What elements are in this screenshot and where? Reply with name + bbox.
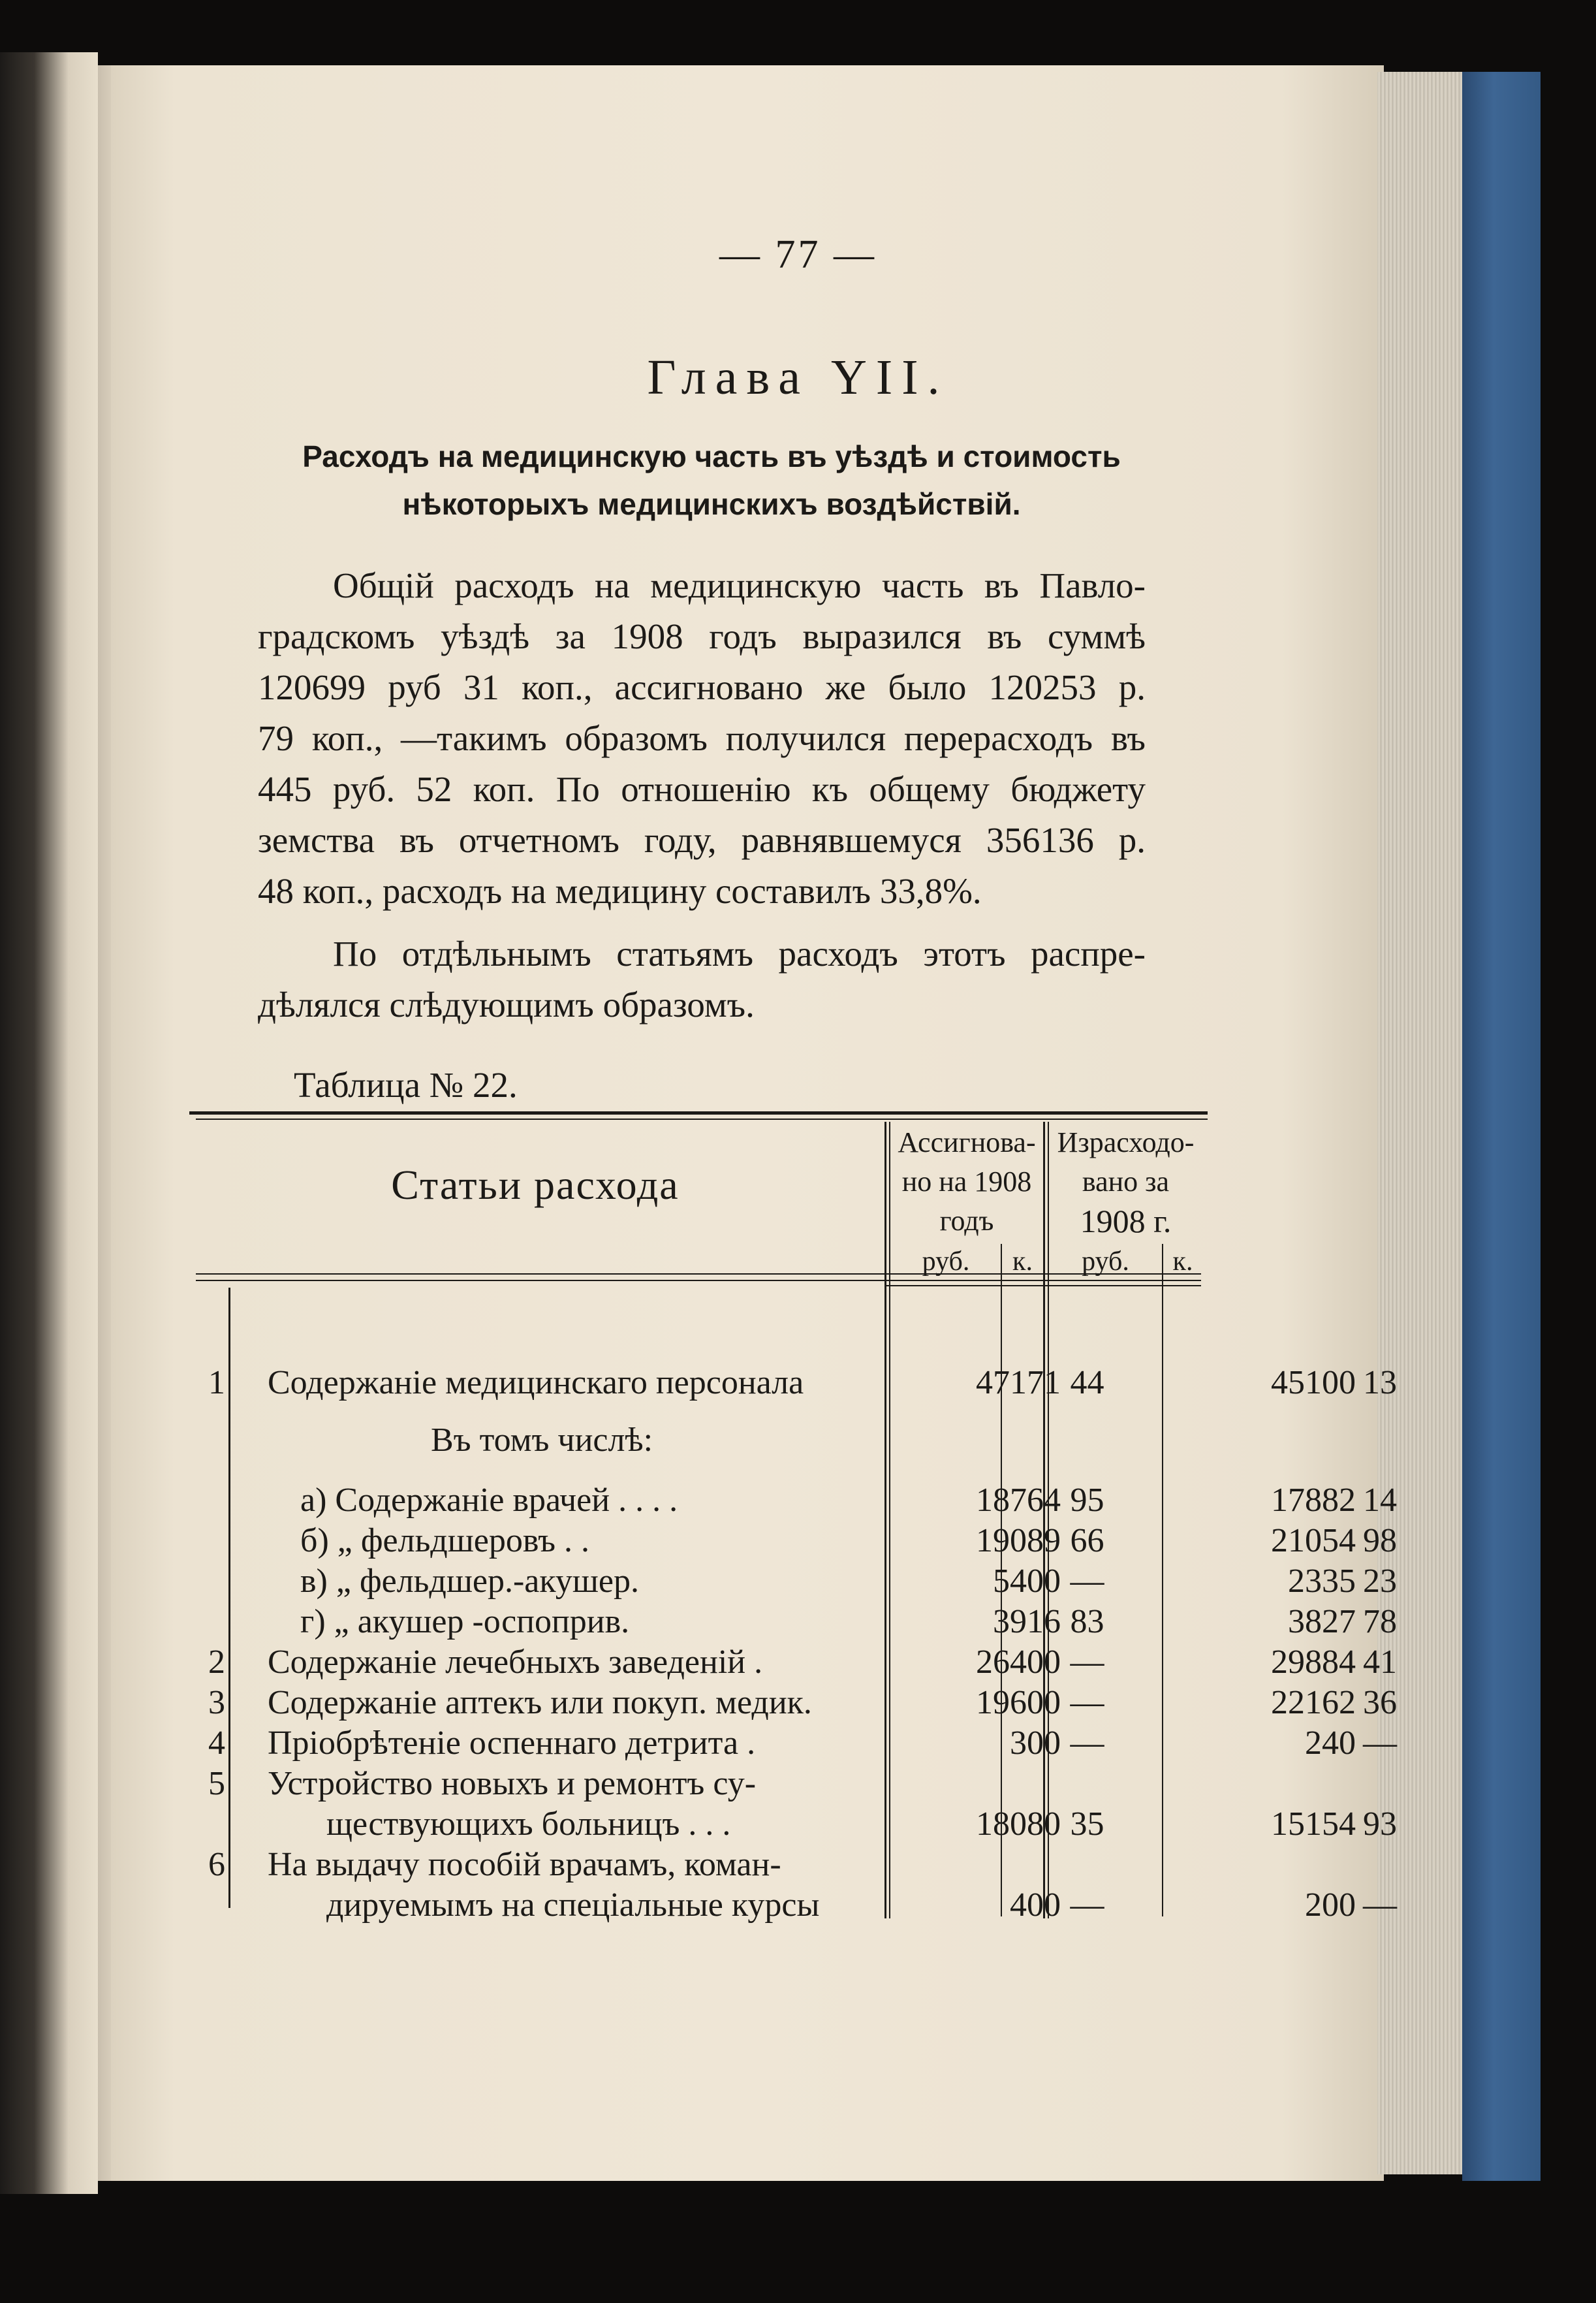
row-spent-kop: 93 <box>1363 1805 1397 1843</box>
paragraph-2-line: По отдѣльнымъ статьямъ расходъ этотъ распре- <box>333 934 1146 974</box>
header-kop-1: к. <box>1012 1247 1033 1277</box>
row-assigned-rub: 5400 <box>993 1563 1061 1600</box>
row-spent-rub: 45100 <box>1271 1364 1356 1401</box>
paragraph-1-line: земства въ отчетномъ году, равнявшемуся 356136 р. <box>258 820 1146 860</box>
row-assigned-kop: 35 <box>1070 1805 1104 1843</box>
table-top-rule <box>189 1111 1208 1115</box>
row-number: 6 <box>208 1846 225 1883</box>
paragraph-2-line: дѣлялся слѣдующимъ образомъ. <box>258 985 755 1024</box>
row-assigned-kop: 66 <box>1070 1522 1104 1559</box>
row-assigned-kop: — <box>1070 1644 1104 1681</box>
row-number: 2 <box>208 1644 225 1681</box>
row-spent-rub: 2335 <box>1288 1563 1356 1600</box>
row-assigned-kop: — <box>1070 1724 1104 1762</box>
row-assigned-rub: 19089 <box>976 1522 1061 1559</box>
row-assigned-rub: 47171 <box>976 1364 1061 1401</box>
header-spent-line: Израсходо- <box>1057 1126 1195 1158</box>
row-assigned-rub: 19600 <box>976 1684 1061 1721</box>
chapter-title: Глава YII. <box>647 350 949 405</box>
row-item: б) „ фельдшеровъ . . <box>300 1522 590 1559</box>
row-item: Пріобрѣтеніе оспеннаго детрита . <box>268 1724 756 1762</box>
row-number: 1 <box>208 1364 225 1401</box>
row-spent-kop: — <box>1363 1724 1397 1762</box>
paragraph-1-line: 79 коп., —такимъ образомъ получился перерасходъ въ <box>258 718 1146 758</box>
row-spent-rub: 200 <box>1305 1886 1356 1924</box>
row-item: дируемымъ на спеціальные курсы <box>326 1886 820 1924</box>
page-number: — 77 — <box>719 232 877 277</box>
row-item: г) „ акушер -оспоприв. <box>300 1603 630 1640</box>
header-assigned-line: Ассигнова- <box>898 1126 1036 1158</box>
row-spent-rub: 29884 <box>1271 1644 1356 1681</box>
row-item: Устройство новыхъ и ремонтъ су- <box>268 1765 757 1802</box>
paragraph-1-line: градскомъ уѣздѣ за 1908 годъ выразился въ суммѣ <box>258 616 1146 656</box>
row-assigned-kop: — <box>1070 1563 1104 1600</box>
row-number: 5 <box>208 1765 225 1802</box>
row-spent-kop: 14 <box>1363 1482 1397 1519</box>
row-spent-rub: 21054 <box>1271 1522 1356 1559</box>
row-assigned-kop: 83 <box>1070 1603 1104 1640</box>
row-item: в) „ фельдшер.-акушер. <box>300 1563 640 1600</box>
table-row <box>196 1886 1397 1926</box>
row-assigned-rub: 18080 <box>976 1805 1061 1843</box>
row-item: Въ томъ числѣ: <box>431 1422 653 1459</box>
paragraph-1-line: 120699 руб 31 коп., ассигновано же было 120253 р. <box>258 667 1146 707</box>
row-item: Содержаніе лечебныхъ заведеній . <box>268 1644 763 1681</box>
table-row <box>196 1421 1201 1461</box>
row-assigned-kop: 95 <box>1070 1482 1104 1519</box>
row-item: На выдачу пособій врачамъ, коман- <box>268 1846 781 1883</box>
row-spent-kop: 23 <box>1363 1563 1397 1600</box>
row-spent-rub: 3827 <box>1288 1603 1356 1640</box>
row-spent-kop: 98 <box>1363 1522 1397 1559</box>
row-assigned-rub: 300 <box>1010 1724 1061 1762</box>
row-assigned-rub: 3916 <box>993 1603 1061 1640</box>
header-spent <box>1049 1123 1202 1241</box>
row-item: а) Содержаніе врачей . . . . <box>300 1482 678 1519</box>
chapter-subtitle-line-1: Расходъ на медицинскую часть въ уѣздѣ и стоимость <box>302 439 1121 473</box>
table-row <box>196 1805 1397 1845</box>
header-assigned-line: но на 1908 <box>901 1166 1032 1198</box>
table-row <box>196 1562 1397 1602</box>
table-row <box>196 1764 1201 1805</box>
chapter-subtitle-line-2: нѣкоторыхъ медицинскихъ воздѣйствій. <box>402 487 1021 521</box>
row-spent-kop: 78 <box>1363 1603 1397 1640</box>
row-item: Содержаніе аптекъ или покуп. медик. <box>268 1684 812 1721</box>
row-spent-kop: 13 <box>1363 1364 1397 1401</box>
row-spent-rub: 15154 <box>1271 1805 1356 1843</box>
table-row <box>196 1521 1397 1562</box>
header-assigned-line: годъ <box>939 1205 994 1237</box>
row-assigned-kop: — <box>1070 1684 1104 1721</box>
paragraph-1 <box>258 560 1146 917</box>
paragraph-1-line: 445 руб. 52 коп. По отношенію къ общему бюджету <box>258 769 1146 809</box>
paragraph-1-line: Общій расходъ на медицинскую часть въ Павло- <box>333 565 1146 605</box>
row-assigned-kop: 44 <box>1070 1364 1104 1401</box>
header-kop-2: к. <box>1172 1247 1193 1277</box>
row-assigned-rub: 18764 <box>976 1482 1061 1519</box>
table-header-title: Статьи расхода <box>391 1162 680 1208</box>
row-spent-rub: 22162 <box>1271 1684 1356 1721</box>
table-row <box>196 1602 1397 1643</box>
row-assigned-kop: — <box>1070 1886 1104 1924</box>
table-row <box>196 1363 1397 1404</box>
row-item: Содержаніе медицинскаго персонала <box>268 1364 804 1401</box>
header-bottom-rule-2 <box>196 1280 1201 1281</box>
table-caption: Таблица № 22. <box>294 1065 518 1105</box>
header-assigned <box>889 1123 1044 1241</box>
row-spent-kop: — <box>1363 1886 1397 1924</box>
row-number: 4 <box>208 1724 225 1762</box>
row-spent-rub: 17882 <box>1271 1482 1356 1519</box>
paragraph-2 <box>258 929 1146 1030</box>
row-assigned-rub: 400 <box>1010 1886 1061 1924</box>
row-assigned-rub: 26400 <box>976 1644 1061 1681</box>
table-row <box>196 1643 1397 1683</box>
row-item: ществующихъ больницъ . . . <box>326 1805 731 1843</box>
table-row <box>196 1724 1397 1764</box>
table-row <box>196 1845 1201 1886</box>
header-spent-line: 1908 г. <box>1080 1203 1172 1239</box>
row-spent-rub: 240 <box>1305 1724 1356 1762</box>
row-spent-kop: 41 <box>1363 1644 1397 1681</box>
table-top-rule-thin <box>196 1119 1208 1120</box>
row-number: 3 <box>208 1684 225 1721</box>
table-row <box>196 1683 1397 1724</box>
table-row <box>196 1481 1397 1521</box>
header-rub-1: руб. <box>922 1247 970 1277</box>
paragraph-1-line: 48 коп., расходъ на медицину составилъ 33,8%. <box>258 871 982 911</box>
row-spent-kop: 36 <box>1363 1684 1397 1721</box>
header-spent-line: вано за <box>1082 1166 1170 1198</box>
header-rub-2: руб. <box>1082 1247 1129 1277</box>
